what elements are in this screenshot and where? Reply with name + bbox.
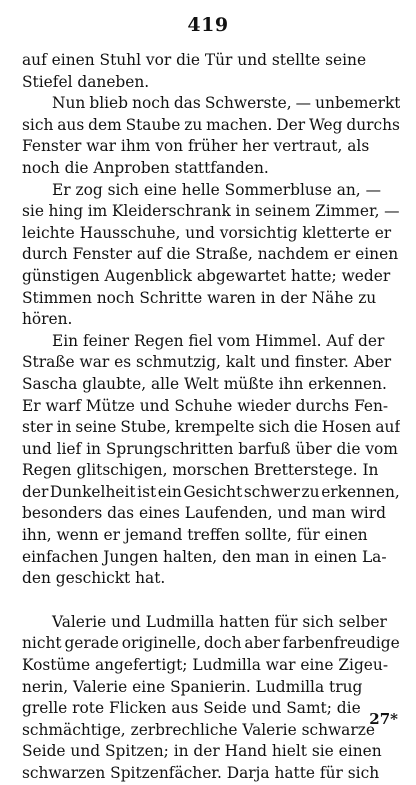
- text-line: Straße war es schmutzig, kalt und finster. Aber: [22, 353, 392, 372]
- text-line: schwarzen Spitzenfächer. Darja hatte für sich: [22, 764, 380, 782]
- text-line: Er warf Mütze und Schuhe wieder durchs Fen-: [22, 396, 389, 415]
- text-line: grelle rote Flicken aus Seide und Samt; die: [22, 699, 361, 718]
- text-line: nerin, Valerie eine Spanierin. Ludmilla trug: [22, 677, 363, 696]
- text-line: den geschickt hat.: [22, 569, 166, 588]
- page-number: 419: [187, 14, 229, 36]
- text-line: einfachen Jungen halten, den man in einen La-: [22, 547, 387, 566]
- text-line: sie hing im Kleiderschrank in seinem Zimmer, —: [22, 202, 400, 221]
- text-line: der Dunkelheit ist ein Gesicht schwer zu erkennen,: [22, 482, 400, 501]
- text-line: hören.: [22, 310, 73, 329]
- text-line: sich aus dem Staube zu machen. Der Weg durchs: [22, 115, 400, 134]
- text-line: nicht gerade originelle, doch aber farbenfreudige: [22, 634, 400, 653]
- text-line: besonders das eines Laufenden, und man wird: [22, 504, 386, 523]
- text-line: Fenster war ihm von früher her vertraut, als: [22, 137, 370, 156]
- signature-mark: 27*: [369, 710, 398, 728]
- text-line: Seide und Spitzen; in der Hand hielt sie einen: [22, 742, 382, 761]
- text-line: noch die Anproben stattfanden.: [22, 158, 269, 177]
- text-line: durch Fenster auf die Straße, nachdem er einen: [22, 245, 399, 264]
- text-line: Regen glitschigen, morschen Bretterstege. In: [22, 461, 379, 480]
- text-line: Kostüme angefertigt; Ludmilla war eine Zigeu-: [22, 656, 389, 675]
- body-text: [22, 50, 400, 785]
- text-line: und lief in Sprungschritten barfuß über die vom: [22, 439, 398, 458]
- text-line: schmächtige, zerbrechliche Valerie schwarze: [22, 720, 375, 739]
- text-line: ster in seine Stube, krempelte sich die Hosen auf: [22, 418, 400, 437]
- section-gap: [22, 590, 400, 612]
- text-line: Stiefel daneben.: [22, 72, 150, 91]
- text-section-2: [22, 612, 400, 785]
- text-line: Ein feiner Regen fiel vom Himmel. Auf der: [52, 331, 385, 350]
- text-section-1: [22, 50, 400, 590]
- text-line: ihn, wenn er jemand treffen sollte, für einen: [22, 526, 368, 545]
- text-line: Valerie und Ludmilla hatten für sich selber: [52, 612, 387, 631]
- text-line: Er zog sich eine helle Sommerbluse an, —: [52, 180, 381, 199]
- text-line: günstigen Augenblick abgewartet hatte; weder: [22, 266, 391, 285]
- text-line: Stimmen noch Schritte waren in der Nähe zu: [22, 288, 377, 307]
- text-line: leichte Hausschuhe, und vorsichtig kletterte er: [22, 223, 392, 242]
- text-line: auf einen Stuhl vor die Tür und stellte seine: [22, 51, 367, 69]
- text-line: Nun blieb noch das Schwerste, — unbemerkt: [52, 94, 400, 113]
- text-line: Sascha glaubte, alle Welt müßte ihn erkennen.: [22, 374, 387, 393]
